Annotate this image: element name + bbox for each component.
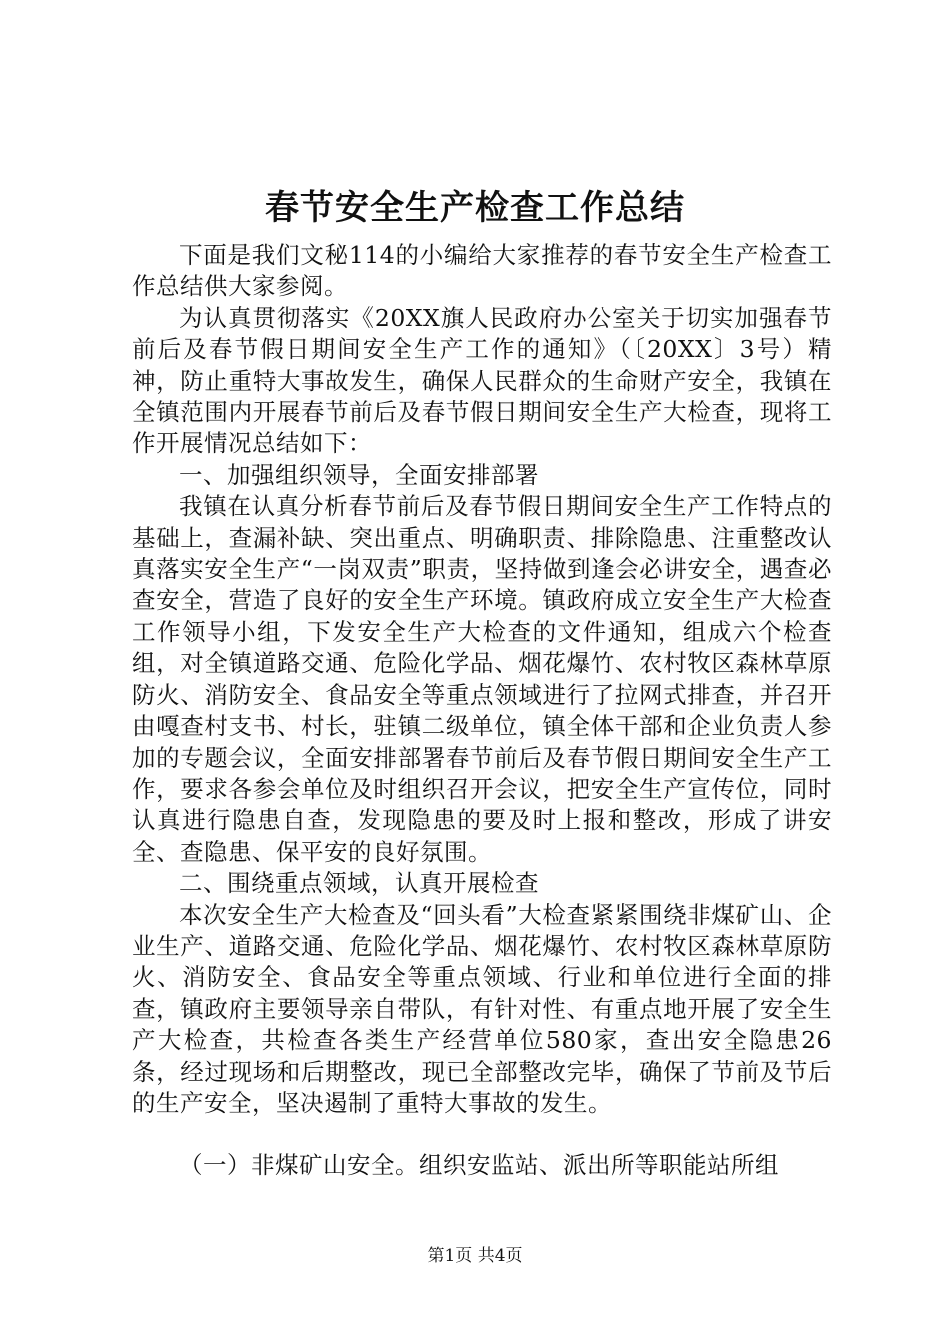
- paragraph-section-1: 我镇在认真分析春节前后及春节假日期间安全生产工作特点的基础上，查漏补缺、突出重点、明确职责、排除隐患、注重整改认真落实安全生产“一岗双责”职责，坚持做到逢会必讲安全，遇查必查安全，营造了良好的安全生产环境。镇政府成立安全生产大检查工作领导小组，下发安全生产大检查的文件通知，组成六个检查组，对全镇道路交通、危险化学品、烟花爆竹、农村牧区森林草原防火、消防安全、食品安全等重点领域进行了拉网式排查，并召开由嘎查村支书、村长，驻镇二级单位，镇全体干部和企业负责人参加的专题会议，全面安排部署春节前后及春节假日期间安全生产工作，要求各参会单位及时组织召开会议，把安全生产宣传位，同时认真进行隐患自查，发现隐患的要及时上报和整改，形成了讲安全、查隐患、保平安的良好氛围。: [132, 492, 832, 866]
- paragraph-section-2: 本次安全生产大检查及“回头看”大检查紧紧围绕非煤矿山、企业生产、道路交通、危险化学品、烟花爆竹、农村牧区森林草原防火、消防安全、食品安全等重点领域、行业和单位进行全面的排查，镇政府主要领导亲自带队，有针对性、有重点地开展了安全生产大检查，共检查各类生产经营单位580家，查出安全隐患26条，经过现场和后期整改，现已全部整改完毕，确保了节前及节后的生产安全，坚决遏制了重特大事故的发生。: [132, 900, 832, 1117]
- paragraph-subsection-1: （一）非煤矿山安全。组织安监站、派出所等职能站所组: [179, 1151, 779, 1180]
- document-title: 春节安全生产检查工作总结: [265, 188, 685, 228]
- document-body: [132, 240, 832, 1182]
- page-footer: 第1页 共4页: [427, 1246, 523, 1266]
- paragraph-background: 为认真贯彻落实《20XX旗人民政府办公室关于切实加强春节前后及春节假日期间安全生产工作的通知》（〔20XX〕3号）精神，防止重特大事故发生，确保人民群众的生命财产安全，我镇在全镇范围内开展春节前后及春节假日期间安全生产大检查，现将工作开展情况总结如下：: [132, 303, 832, 458]
- section-heading-1: 一、加强组织领导，全面安排部署: [179, 460, 539, 489]
- paragraph-intro: 下面是我们文秘114的小编给大家推荐的春节安全生产检查工作总结供大家参阅。: [132, 241, 832, 301]
- section-heading-2: 二、围绕重点领域，认真开展检查: [179, 869, 539, 898]
